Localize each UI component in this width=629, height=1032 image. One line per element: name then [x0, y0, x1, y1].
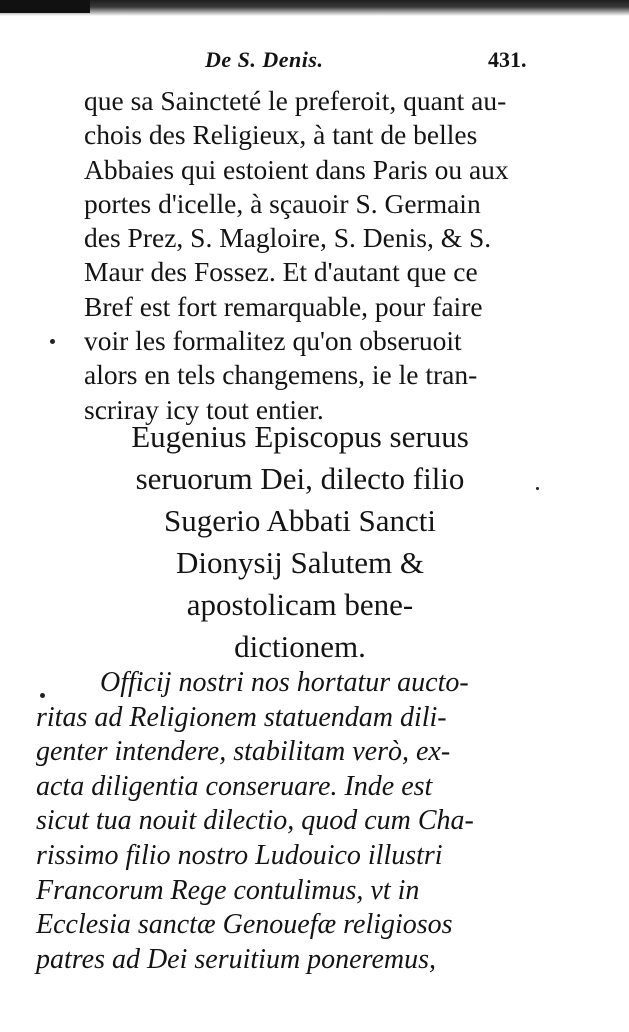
latin-line: sicut tua nouit dilectio, quod cum Cha-	[36, 805, 474, 837]
body-line: que sa Saincteté le preferoit, quant au-	[84, 85, 507, 116]
latin-line: genter intendere, stabilitam verò, ex-	[36, 736, 451, 768]
body-line: des Prez, S. Magloire, S. Denis, & S.	[84, 222, 492, 254]
body-paragraph	[84, 84, 554, 427]
salutation-line: seruorum Dei, dilecto filio	[135, 461, 465, 496]
latin-line: Ecclesia sanctæ Genouefæ religiosos	[36, 909, 453, 941]
salutation-line: apostolicam bene-	[186, 587, 414, 622]
papal-salutation	[70, 416, 530, 668]
running-head-title: De S. Denis.	[205, 47, 324, 72]
latin-line: Officij nostri nos hortatur aucto-	[100, 667, 469, 698]
latin-line: ritas ad Religionem statuendam dili-	[36, 701, 447, 733]
body-line: voir les formalitez qu'on obseruoit	[84, 325, 462, 357]
body-line: Maur des Fossez. Et d'autant que ce	[84, 256, 478, 288]
ink-speck	[536, 487, 539, 490]
latin-letter-text	[36, 666, 556, 977]
running-head	[0, 47, 629, 81]
salutation-line: dictionem.	[234, 629, 366, 664]
latin-line: rissimo filio nostro Ludouico illustri	[36, 839, 443, 871]
top-ornament	[0, 0, 90, 13]
page-number: 431.	[488, 47, 527, 72]
body-line: Bref est fort remarquable, pour faire	[84, 290, 483, 322]
salutation-line: Sugerio Abbati Sancti	[163, 503, 437, 538]
body-line: scriray icy tout entier.	[84, 393, 324, 425]
latin-line: Francorum Rege contulimus, vt in	[36, 874, 420, 906]
latin-line: acta diligentia conseruare. Inde est	[36, 770, 433, 802]
body-line: Abbaies qui estoient dans Paris ou aux	[84, 153, 509, 185]
salutation-line: Dionysij Salutem &	[176, 545, 424, 580]
ink-speck	[50, 339, 55, 344]
top-scan-edge	[0, 0, 629, 16]
body-line: chois des Religieux, à tant de belles	[84, 119, 478, 151]
body-line: portes d'icelle, à sçauoir S. Germain	[84, 187, 481, 219]
salutation-line: Eugenius Episcopus seruus	[131, 419, 469, 454]
body-line: alors en tels changemens, ie le tran-	[84, 359, 478, 391]
ink-speck	[40, 693, 45, 698]
latin-line: patres ad Dei seruitium poneremus,	[36, 943, 436, 975]
